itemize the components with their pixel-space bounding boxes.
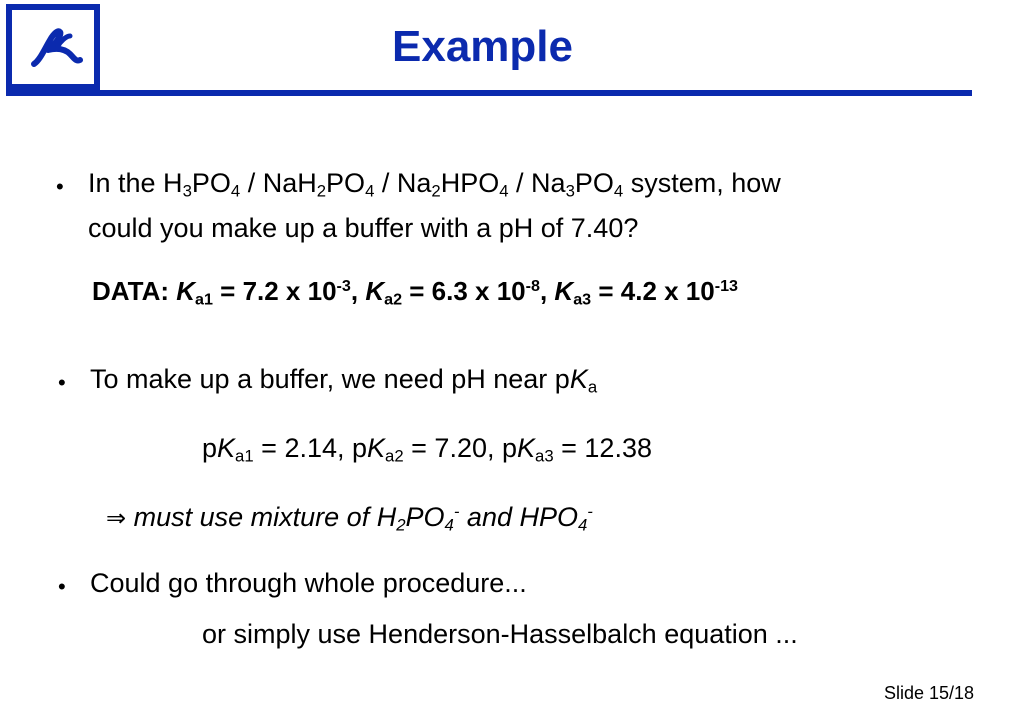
implies-arrow-icon: ⇒: [106, 504, 127, 532]
bullet-3-line-2: or simply use Henderson-Hasselbalch equation ...: [202, 619, 798, 649]
bullet-1-line-2: could you make up a buffer with a pH of 7.40?: [88, 213, 639, 243]
pka-values-line: $pK_{a1} = 2.14$, $pK_{a2} = 7.20$, $pK_{a3} = 12.38$: [202, 433, 652, 466]
data-line: DATA: $K_{a1} = 7.2$ x $10^{-3}$, $K_{a2} = 6.3$ x $10^{-8}$, $K_{a3} = 4.2$ x $10^{-13}$: [92, 276, 739, 309]
logo: [6, 4, 100, 90]
slide-number: Slide 15/18: [884, 683, 975, 703]
page-title: Example: [392, 22, 573, 71]
bullet-1-line-1: In the $H_3PO_4 / NaH_2PO_4 / Na_2HPO_4 / Na_3PO_4$ system, how: [88, 168, 781, 201]
bullet-icon: •: [58, 574, 66, 599]
logo-underbar: [6, 90, 100, 96]
bullet-2-text: To make up a buffer, we need pH near $pK_a$: [90, 364, 598, 397]
bullet-icon: •: [58, 370, 66, 395]
title-rule: [100, 90, 972, 96]
conclusion-line: ⇒ must use mixture of $H_2PO_4^-$ and $HPO_4^-$: [106, 501, 593, 535]
bullet-icon: •: [56, 174, 64, 199]
bullet-3-line-1: Could go through whole procedure...: [90, 568, 527, 598]
kappa-logo-icon: [20, 14, 90, 84]
